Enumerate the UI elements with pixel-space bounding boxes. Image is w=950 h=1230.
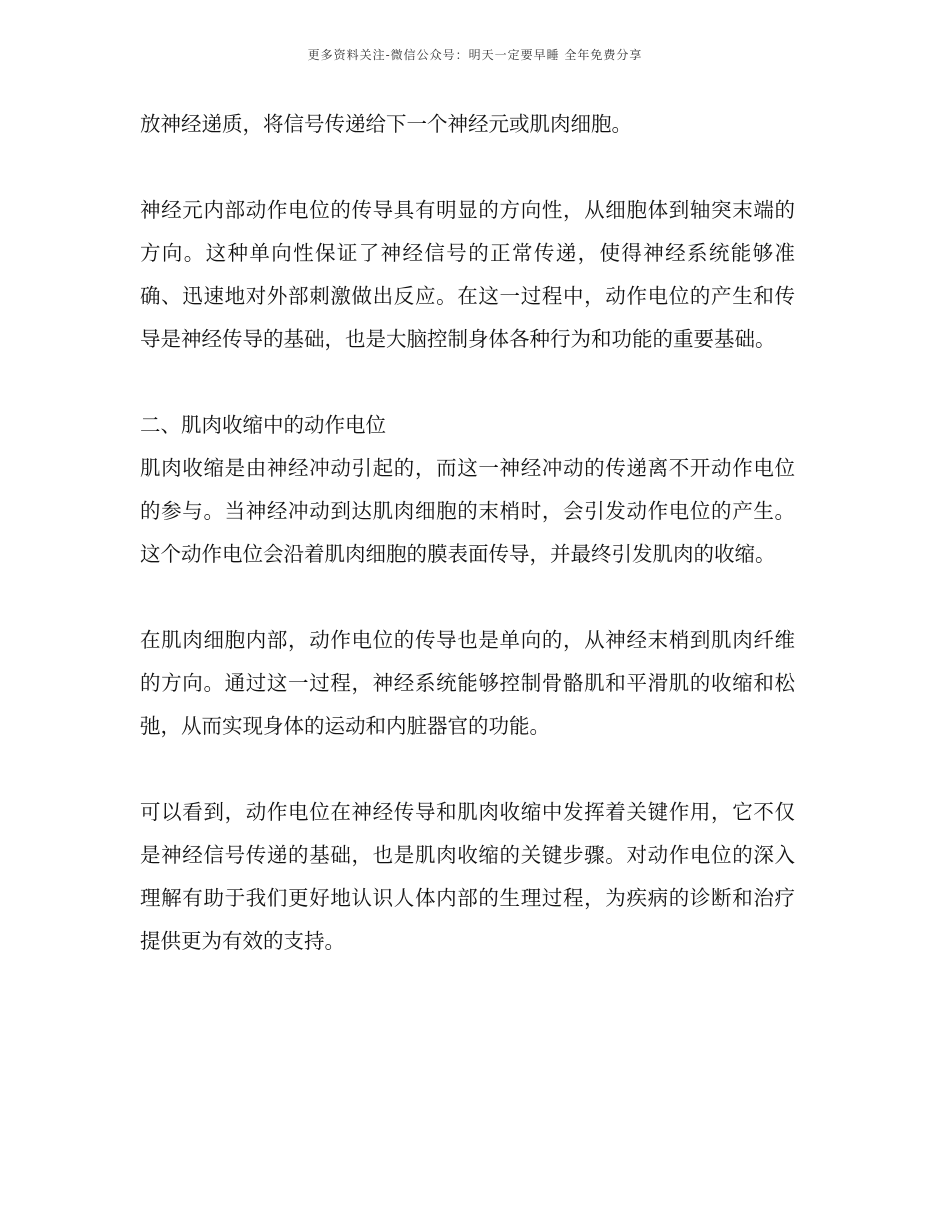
paragraph-muscle-contraction: 肌肉收缩是由神经冲动引起的，而这一神经冲动的传递离不开动作电位的参与。当神经冲动到达肌肉细胞的末梢时，会引发动作电位的产生。这个动作电位会沿着肌肉细胞的膜表面传导，并最终引发肌肉的收缩。: [140, 456, 795, 566]
paragraph-continuation: 放神经递质，将信号传递给下一个神经元或肌肉细胞。: [140, 112, 632, 136]
section-heading-muscle: 二、肌肉收缩中的动作电位: [140, 413, 386, 437]
page-header: 更多资料关注-微信公众号：明天一定要早睡 全年免费分享: [307, 48, 643, 62]
paragraph-neuron-direction: 神经元内部动作电位的传导具有明显的方向性，从细胞体到轴突末端的方向。这种单向性保证了神经信号的正常传递，使得神经系统能够准确、迅速地对外部刺激做出反应。在这一过程中，动作电位的产生和传导是神经传导的基础，也是大脑控制身体各种行为和功能的重要基础。: [140, 198, 795, 351]
paragraph-conclusion: 可以看到，动作电位在神经传导和肌肉收缩中发挥着关键作用，它不仅是神经信号传递的基础，也是肌肉收缩的关键步骤。对动作电位的深入理解有助于我们更好地认识人体内部的生理过程，为疾病的诊断和治疗提供更为有效的支持。: [140, 800, 795, 953]
document-body: [140, 103, 795, 1006]
paragraph-muscle-direction: 在肌肉细胞内部，动作电位的传导也是单向的，从神经末梢到肌肉纤维的方向。通过这一过程，神经系统能够控制骨骼肌和平滑肌的收缩和松弛，从而实现身体的运动和内脏器官的功能。: [140, 628, 795, 738]
